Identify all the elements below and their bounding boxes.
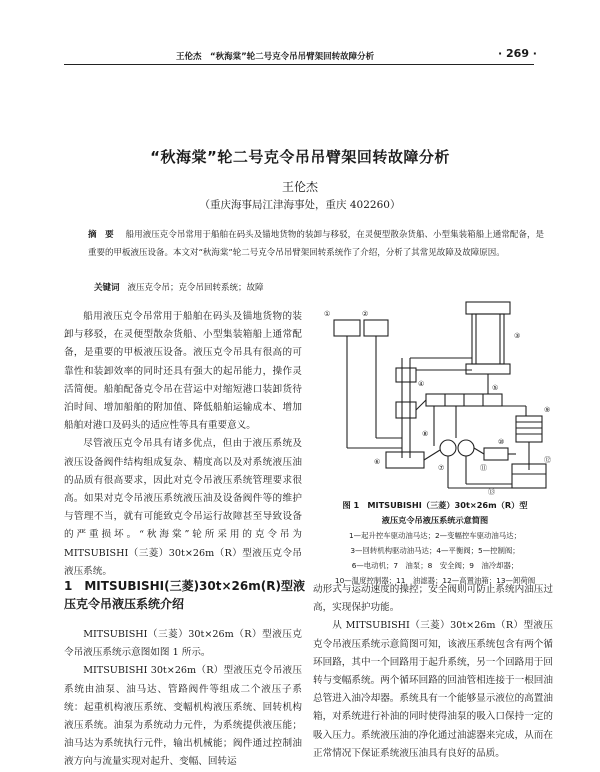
abstract (88, 226, 544, 262)
figure-legend-line: 10—温度控制器；11 油滤器；12—高置油箱；13—卸荷阀 (334, 576, 536, 585)
figure-label: ⑬ (488, 488, 495, 496)
affiliation: （重庆海事局江津海事处，重庆 402260） (199, 199, 401, 211)
paragraph: MITSUBISHI 30t×26m（R）型液压克令吊液压系统由油泵、油马达、管路阀件等组成二个液压子系统：起重机构液压系统、变幅机构液压系统、回转机构液压系统。油泵为系统动力元件，为系统提供液压能；油马达为系统执行元件，输出机械能；阀件通过控制油液方向与流量实现对起升、变幅、回转运 (64, 665, 302, 768)
paper-title: “秋海棠”轮二号克令吊吊臂架回转故障分析 (150, 148, 450, 166)
figure-legend-line: 3—回转机构驱动油马达；4—平衡阀；5—控制阀； (350, 546, 520, 555)
figure-label: ⑦ (438, 464, 445, 472)
author: 王伦杰 (281, 180, 318, 194)
figure-label: ③ (514, 332, 521, 340)
left-column-section (64, 626, 302, 772)
figure-caption-subtitle: 液压克令吊液压系统示意简图 (381, 515, 489, 525)
figure-caption (315, 498, 555, 588)
running-header: 王伦杰 “秋海棠”轮二号克令吊吊臂架回转故障分析 (176, 52, 375, 62)
page-number: · 269 · (498, 47, 537, 60)
keywords-label: 关键词 (94, 283, 120, 293)
keywords (94, 281, 264, 293)
paragraph: 动形式与运动速度的操控；安全阀则可防止系统内油压过高，实现保护功能。 (313, 584, 553, 614)
figure-label: ② (362, 310, 369, 318)
figure-legend-line: 1—起升控车驱动油马达；2—变幅控车驱动油马达； (348, 531, 521, 540)
hoist-motor-left (334, 320, 360, 336)
hydraulic-schematic-figure (316, 298, 556, 496)
hoist-drum-top (466, 302, 510, 314)
figure-label: ⑨ (544, 406, 551, 414)
paragraph: MITSUBISHI（三菱）30t×26m（R）型液压克令吊液压系统示意图如图 1 所示。 (64, 629, 302, 659)
figure-label: ④ (418, 380, 425, 388)
header-rule (64, 64, 534, 65)
electric-motor (386, 452, 424, 468)
paragraph: 从 MITSUBISHI（三菱）30t×26m（R）型液压克令吊液压系统示意简图可知，该液压系统包含有两个循环回路，其中一个回路用于起升系统，另一个回路用于回转与变幅系统。两个循环回路的回油管相连接于一根回油总管进入油冷却器。系统具有一个能够显示液位的高置油箱，对系统进行补油的同时使得油泵的吸入口保持一定的吸入压力。系统液压油的净化通过油滤器来完成，从而在正常情况下保证系统液压油具有良好的品质。 (313, 620, 553, 759)
left-column-intro (64, 308, 302, 581)
pump (440, 440, 456, 456)
hoist-motor-right (472, 314, 504, 364)
figure-label: ⑤ (492, 384, 499, 392)
figure-caption-title: 图 1 MITSUBISHI（三菱）30t×26m（R）型 (342, 500, 528, 510)
figure-label: ⑪ (480, 464, 487, 472)
figure-label: ⑥ (374, 458, 381, 466)
oil-filter (484, 448, 508, 460)
figure-label: ⑫ (544, 456, 551, 464)
pump (458, 440, 474, 456)
figure-legend-line: 6—电动机；7 油泵；8 安全阀；9 油冷却器； (351, 561, 519, 570)
abstract-label: 摘 要 (88, 230, 114, 240)
keywords-text: 液压克令吊；克令吊回转系统；故障 (127, 283, 264, 293)
luffing-motor (364, 320, 388, 336)
figure-label: ⑧ (422, 430, 429, 438)
oil-cooler (516, 416, 542, 442)
figure-label: ⑩ (498, 438, 505, 446)
figure-label: ① (324, 310, 331, 318)
paragraph: 船用液压克令吊常用于船舶在码头及锚地货物的装卸与移驳，在灵便型散杂货船、小型集装箱船上通常配备，是重要的甲板液压设备。液压克令吊具有很高的可靠性和装卸效率的同时还具有强大的起吊能力，操作灵活简便。船舶配备克令吊在营运中对缩短港口装卸货待泊时间、增加船舶的附加值、降低船舶运输成本、增加船舶对港口及码头的适应性等具有重要意义。 (64, 311, 302, 432)
section-heading: 1 MITSUBISHI(三菱)30t×26m(R)型液压克令吊液压系统介绍 (64, 579, 305, 611)
right-column-text (313, 581, 553, 763)
abstract-text: 船用液压克令吊常用于船舶在码头及锚地货物的装卸与移驳，在灵便型散杂货船、小型集装箱船上通常配备，是重要的甲板液压设备。本文对“秋海棠”轮二号克令吊吊臂架回转系统作了介绍，分析了其常见故障及故障原因。 (88, 230, 544, 258)
paragraph: 尽管液压克令吊具有诸多优点，但由于液压系统及液压设备阀件结构组成复杂、精度高以及对系统液压油的品质有很高要求，因此对克令吊液压系统管理要求很高。如果对克令吊液压系统液压油及设备阀件等的维护与管理不当，就有可能致克令吊运行故障甚至导致设备的严重损坏。“秋海棠”轮所采用的克令吊为 MITSUBISHI（三菱）30t×26m（R）型液压克令吊液压系统。 (64, 438, 302, 577)
